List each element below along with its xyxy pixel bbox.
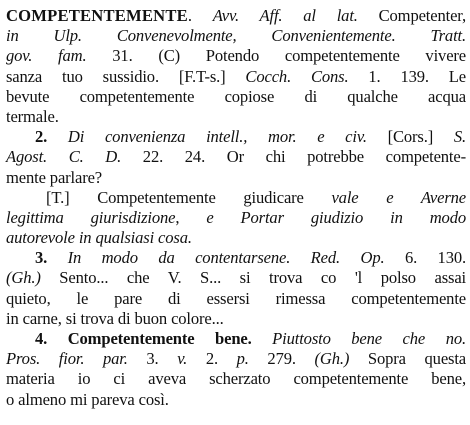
sense-4-line-3: materia io ci aveva scherzato competentemente bene, <box>6 369 466 389</box>
sense-number: 4. <box>35 329 48 348</box>
sense-4-line-2: Pros. fior. par. 3. v. 2. p. 279. (Gh.) Sopra questa <box>6 349 467 369</box>
note-line-2: legittima giurisdizione, e Portar giudizio in modo <box>6 207 466 227</box>
sense-number: 2. <box>35 127 48 147</box>
dictionary-entry <box>6 6 466 410</box>
sense-3-line-1: 3. In modo da contentarsene. Red. Op. 6. 130. <box>35 248 466 268</box>
headword: COMPETENTEMENTE <box>6 6 188 25</box>
sense-2-line-1: 2. Di convenienza intell., mor. e civ. [Cors.] S. <box>35 127 466 147</box>
entry-line-3: gov. fam. 31. (C) Potendo competentemente vivere <box>6 46 466 66</box>
sense-3-line-2: (Gh.) Sento... che V. S... si trova co 'l polso assai <box>6 268 466 288</box>
sense-2-line-2: Agost. C. D. 22. 24. Or chi potrebbe competente- <box>6 147 466 167</box>
sense-4-line-1: 4. Competentemente bene. Piuttosto bene che no. <box>35 329 466 348</box>
entry-line-5: bevute competentemente copiose di qualche acqua <box>6 86 466 106</box>
sense-3-line-3: quieto, le pare di essersi rimessa competentemente <box>6 288 466 308</box>
entry-line-4: sanza tuo sussidio. [F.T-s.] Cocch. Cons. 1. 139. Le <box>6 66 467 86</box>
sense-3-line-4: in carne, si trova di buon colore... <box>6 308 224 328</box>
sense-number: 3. <box>35 248 48 268</box>
entry-line-6: termale. <box>6 106 59 126</box>
note-line-3: autorevole in qualsiasi cosa. <box>6 228 192 248</box>
entry-line-1: COMPETENTEMENTE. Avv. Aff. al lat. Competenter, <box>6 6 467 25</box>
sense-2-line-3: mente parlare? <box>6 167 103 187</box>
grammar-label: Avv. Aff. al lat. <box>212 6 358 25</box>
entry-line-2: in Ulp. Convenevolmente, Convenientemente. Tratt. <box>6 26 466 46</box>
note-line-1: [T.] Competentemente giudicare vale e Averne <box>46 187 466 207</box>
sense-4-line-4: o almeno mi pareva così. <box>6 389 169 409</box>
